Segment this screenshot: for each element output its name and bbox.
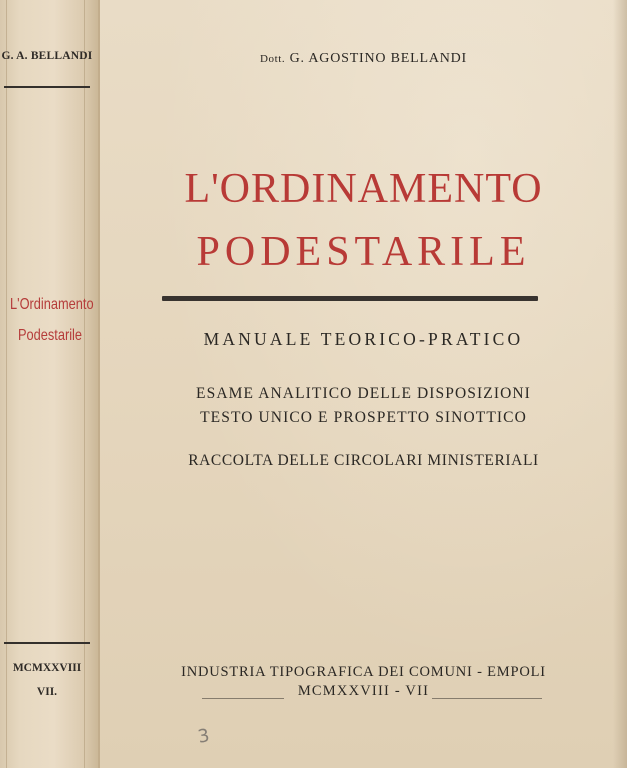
cover-title-line2: PODESTARILE bbox=[196, 229, 531, 275]
cover-date: MCMXXVIII - VII bbox=[297, 683, 430, 699]
spine-title-line1: L'Ordinamento bbox=[10, 296, 94, 313]
spine-title-line2: Podestarile bbox=[17, 327, 83, 344]
spine-bottom-rule bbox=[4, 642, 90, 644]
spine-era: VII. bbox=[36, 686, 58, 698]
spine-crease bbox=[84, 0, 85, 768]
cover-edge-shadow bbox=[613, 0, 627, 768]
book-spine bbox=[0, 0, 100, 768]
author-name: G. AGOSTINO BELLANDI bbox=[289, 51, 468, 66]
cover-description-line2: TESTO UNICO E PROSPETTO SINOTTICO bbox=[200, 409, 527, 426]
pencil-mark: 3 bbox=[196, 725, 212, 748]
front-cover bbox=[100, 0, 627, 768]
cover-author bbox=[100, 50, 627, 67]
spine-author: G. A. BELLANDI bbox=[1, 50, 93, 62]
cover-description-line3: RACCOLTA DELLE CIRCOLARI MINISTERIALI bbox=[188, 452, 539, 469]
spine-crease bbox=[6, 0, 7, 768]
cover-subtitle: MANUALE TEORICO-PRATICO bbox=[203, 329, 524, 349]
cover-description-line1: ESAME ANALITICO DELLE DISPOSIZIONI bbox=[196, 385, 531, 402]
cover-title-line1: L'ORDINAMENTO bbox=[184, 166, 543, 212]
spine-year: MCMXXVIII bbox=[12, 662, 82, 674]
cover-publisher: INDUSTRIA TIPOGRAFICA DEI COMUNI - EMPOLI bbox=[181, 664, 546, 680]
title-rule bbox=[162, 296, 538, 301]
spine-top-rule bbox=[4, 86, 90, 88]
author-prefix: Dott. bbox=[259, 53, 286, 65]
